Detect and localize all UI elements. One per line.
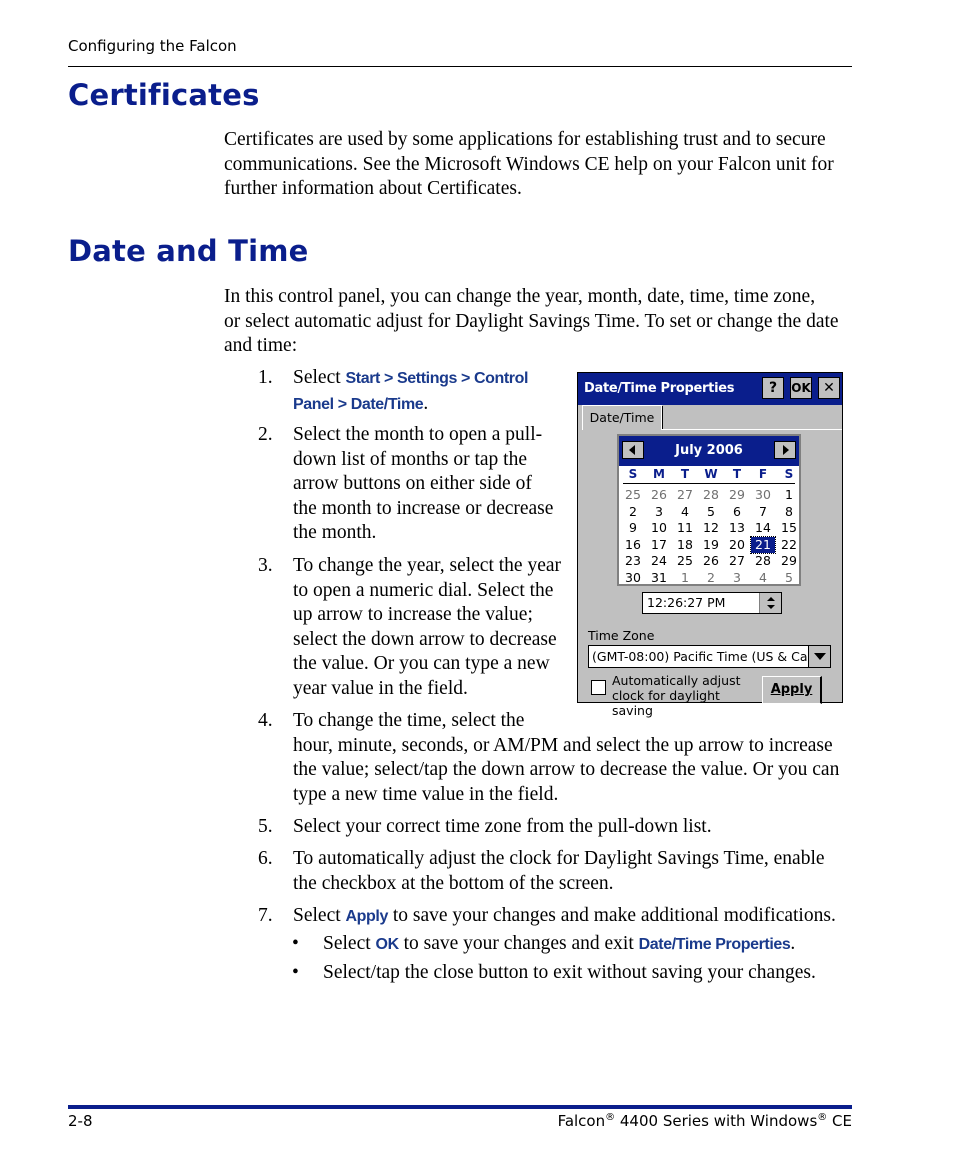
calendar-day[interactable]: 17	[651, 536, 667, 552]
step-text: .	[790, 933, 796, 954]
step-number: 7.	[258, 905, 273, 926]
chevron-right-icon	[780, 445, 790, 455]
calendar-day[interactable]: 7	[759, 503, 767, 519]
calendar-day[interactable]: 2	[629, 503, 637, 519]
time-spinner[interactable]	[759, 593, 781, 613]
calendar-day[interactable]: 30	[625, 570, 641, 585]
calendar-day[interactable]: 20	[729, 536, 745, 552]
month-year-label[interactable]: July 2006	[675, 443, 743, 458]
calendar-day[interactable]: 12	[703, 520, 719, 536]
help-button[interactable]: ?	[762, 377, 784, 399]
text-line: the month to increase or decrease	[293, 497, 554, 519]
calendar-day[interactable]: 4	[681, 503, 689, 519]
text-line: To automatically adjust the clock for Daylight Savings Time, enable	[293, 848, 825, 869]
calendar-day[interactable]: 4	[759, 570, 767, 585]
calendar-day[interactable]: 13	[729, 520, 745, 536]
calendar-day[interactable]: 10	[651, 520, 667, 536]
step-4	[293, 709, 853, 807]
calendar-header	[619, 436, 799, 466]
step-number: 3.	[258, 555, 273, 576]
calendar-day[interactable]: 11	[677, 520, 693, 536]
text-line: the value; select/tap the down arrow to decrease the value. Or you can	[293, 759, 840, 780]
bullet-1	[323, 932, 853, 958]
text-line: further information about Certificates.	[224, 178, 522, 199]
certificates-paragraph	[224, 128, 852, 202]
step-number: 1.	[258, 367, 273, 388]
calendar-day[interactable]: 21	[751, 537, 775, 553]
calendar-day[interactable]: 14	[755, 520, 771, 536]
footer-rule	[68, 1105, 852, 1109]
calendar-day[interactable]: 28	[703, 487, 719, 502]
calendar-day[interactable]: 31	[651, 570, 667, 585]
time-zone-label: Time Zone	[588, 628, 655, 643]
weekday-label: T	[732, 467, 742, 481]
calendar-day[interactable]: 29	[781, 553, 797, 569]
time-zone-dropdown-button[interactable]	[808, 646, 830, 667]
calendar-day[interactable]: 28	[755, 553, 771, 569]
text-line: and time:	[224, 335, 298, 356]
close-button[interactable]: ✕	[818, 377, 840, 399]
ok-button[interactable]: OK	[790, 377, 812, 399]
weekday-label: F	[758, 467, 768, 481]
text-line: communications. See the Microsoft Windows CE help on your Falcon unit for	[224, 153, 834, 175]
weekday-label: S	[784, 467, 794, 481]
calendar-day[interactable]: 27	[729, 553, 745, 569]
calendar-day[interactable]: 2	[707, 570, 715, 585]
step-text: Select	[293, 367, 346, 388]
text-line: year value in the field.	[293, 677, 468, 699]
calendar-day[interactable]: 9	[629, 520, 637, 536]
step-3	[293, 554, 573, 701]
weekday-label: W	[704, 467, 718, 481]
calendar-day[interactable]: 30	[755, 487, 771, 502]
step-6	[293, 847, 853, 896]
calendar-day[interactable]: 3	[733, 570, 741, 585]
time-field[interactable]: 12:26:27 PM	[642, 592, 782, 614]
ui-path: OK	[375, 936, 399, 953]
calendar-day[interactable]: 8	[785, 503, 793, 519]
text-line: To change the time, select the	[293, 710, 525, 731]
dst-label-line: Automatically adjust	[612, 673, 741, 688]
date-time-dialog-screenshot	[577, 372, 843, 718]
text-line: In this control panel, you can change the year, month, date, time, time zone,	[224, 286, 816, 307]
registered-mark: ®	[817, 1112, 828, 1123]
footer-text: CE	[827, 1112, 852, 1130]
footer-title	[558, 1112, 852, 1130]
apply-button[interactable]: Apply	[762, 676, 822, 704]
step-text: .	[423, 392, 429, 414]
step-number: 4.	[258, 710, 273, 731]
chevron-down-icon	[814, 653, 826, 661]
calendar-day[interactable]: 25	[625, 487, 641, 502]
text-line: Certificates are used by some applications for establishing trust and to secure	[224, 129, 826, 150]
footer-text: 4400 Series with Windows	[615, 1112, 818, 1130]
footer-text: Falcon	[557, 1112, 606, 1130]
step-1	[293, 366, 573, 417]
calendar-day[interactable]: 23	[625, 553, 641, 569]
step-7	[293, 904, 853, 930]
calendar-day[interactable]: 16	[625, 536, 641, 552]
text-line: select the down arrow to decrease	[293, 628, 557, 650]
registered-mark: ®	[605, 1112, 616, 1123]
calendar-day[interactable]: 5	[785, 570, 793, 585]
bullet-glyph: •	[292, 962, 299, 983]
text-line: the value. Or you can type a new	[293, 653, 550, 674]
weekday-label: S	[628, 467, 638, 481]
dst-label-line: clock for daylight saving	[612, 688, 720, 718]
text-line: or select automatic adjust for Daylight Savings Time. To set or change the date	[224, 310, 839, 332]
calendar	[617, 434, 801, 586]
step-text: Select	[293, 905, 346, 926]
calendar-day[interactable]: 25	[677, 553, 693, 569]
bullet-glyph: •	[292, 933, 299, 954]
tab-panel-edge	[662, 429, 842, 430]
dst-checkbox[interactable]	[591, 680, 606, 695]
bullet-2: Select/tap the close button to exit without saving your changes.	[323, 962, 816, 983]
text-line: To change the year, select the year	[293, 555, 562, 576]
tab-date-time[interactable]: Date/Time	[582, 405, 662, 430]
step-number: 6.	[258, 848, 273, 869]
step-text: Select	[323, 933, 376, 954]
calendar-day[interactable]: 1	[681, 570, 689, 585]
ui-path: Start > Settings > Control	[345, 370, 529, 387]
text-line: type a new time value in the field.	[293, 783, 559, 805]
calendar-day[interactable]: 6	[733, 503, 741, 519]
next-month-button[interactable]	[774, 441, 796, 459]
text-line: down list of months or tap the	[293, 448, 527, 470]
ui-path: Apply	[345, 908, 388, 925]
calendar-day[interactable]: 22	[781, 536, 797, 552]
dst-label	[612, 673, 742, 718]
step-5: Select your correct time zone from the pull-down list.	[293, 816, 712, 837]
step-text: to save your changes and make additional modifications.	[387, 905, 836, 926]
header-rule	[68, 66, 852, 67]
step-number: 2.	[258, 424, 273, 445]
calendar-day[interactable]: 26	[703, 553, 719, 569]
date-time-heading: Date and Time	[68, 234, 309, 268]
calendar-day[interactable]: 19	[703, 536, 719, 552]
text-line: Select the month to open a pull-	[293, 424, 543, 445]
text-line: up arrow to increase the value;	[293, 604, 533, 625]
text-line: arrow buttons on either side of	[293, 473, 532, 494]
down-arrow-icon[interactable]	[767, 605, 775, 609]
time-zone-select[interactable]: (GMT-08:00) Pacific Time (US & Ca	[588, 645, 831, 668]
step-text: to save your changes and exit	[398, 933, 639, 954]
calendar-day[interactable]: 15	[781, 520, 797, 536]
calendar-day[interactable]: 18	[677, 536, 693, 552]
date-time-intro	[224, 285, 852, 359]
calendar-day[interactable]: 29	[729, 487, 745, 502]
ui-path: Date/Time Properties	[638, 936, 791, 953]
dialog-titlebar	[578, 373, 842, 405]
page-number: 2-8	[68, 1112, 93, 1130]
text-line: the checkbox at the bottom of the screen.	[293, 872, 614, 894]
running-header: Configuring the Falcon	[68, 37, 237, 55]
calendar-day[interactable]: 27	[677, 487, 693, 502]
weekday-label: T	[680, 467, 690, 481]
step-2	[293, 423, 573, 546]
calendar-day[interactable]: 5	[707, 503, 715, 519]
calendar-day[interactable]: 26	[651, 487, 667, 502]
text-line: hour, minute, seconds, or AM/PM and select the up arrow to increase	[293, 734, 833, 756]
weekday-rule	[623, 483, 795, 484]
weekday-label: M	[653, 467, 665, 481]
step-number: 5.	[258, 816, 273, 837]
dialog-title: Date/Time Properties	[584, 381, 735, 396]
certificates-heading: Certificates	[68, 78, 260, 112]
calendar-day[interactable]: 24	[651, 553, 667, 569]
text-line: to open a numeric dial. Select the	[293, 579, 554, 601]
ui-path: Panel > Date/Time	[293, 395, 424, 413]
text-line: the month.	[293, 522, 377, 543]
calendar-day[interactable]: 3	[655, 503, 663, 519]
calendar-day[interactable]: 1	[785, 487, 793, 502]
up-arrow-icon[interactable]	[767, 597, 775, 601]
